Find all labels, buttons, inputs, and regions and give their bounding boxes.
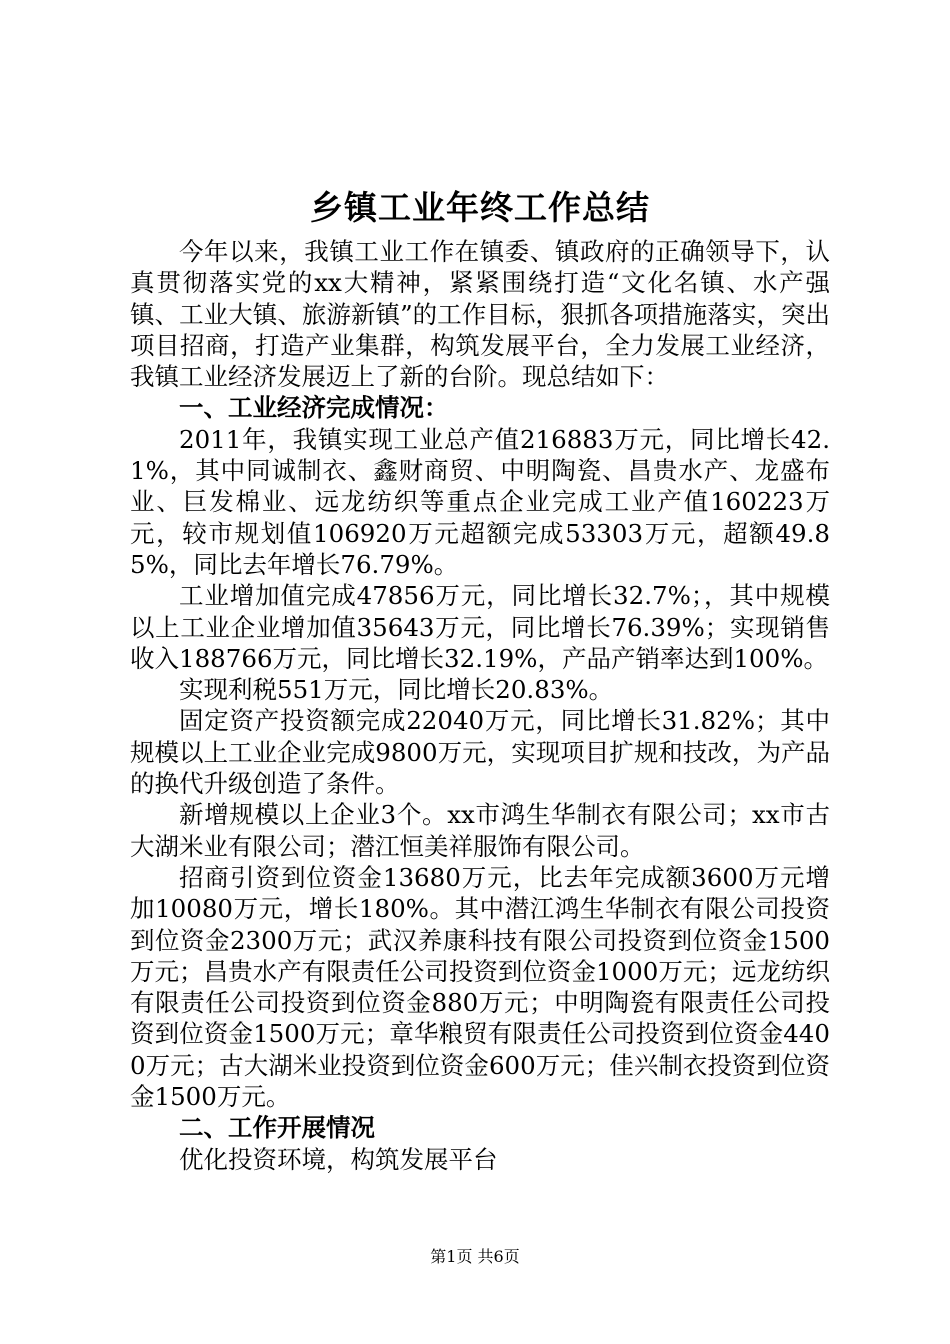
paragraph-investment: 招商引资到位资金13680万元，比去年完成额3600万元增加10080万元，增长180%。其中潜江鸿生华制衣有限公司投资到位资金2300万元；武汉养康科技有限公司投资到位资金1500万元；昌贵水产有限责任公司投资到位资金1000万元；远龙纺织有限责任公司投资到位资金880万元；中明陶瓷有限责任公司投资到位资金1500万元；章华粮贸有限责任公司投资到位资金4400万元；古大湖米业投资到位资金600万元；佳兴制衣投资到位资金1500万元。 <box>130 862 830 1112</box>
paragraph-output-value: 2011年，我镇实现工业总产值216883万元，同比增长42.1%，其中同诚制衣、鑫财商贸、中明陶瓷、昌贵水产、龙盛布业、巨发棉业、远龙纺织等重点企业完成工业产值160223万元，较市规划值106920万元超额完成53303万元，超额49.85%，同比去年增长76.79%。 <box>130 424 830 579</box>
document-page <box>130 180 830 1175</box>
page-footer: 第1页 共6页 <box>430 1247 520 1266</box>
section-heading-2: 二、工作开展情况 <box>179 1113 375 1143</box>
intro-paragraph: 今年以来，我镇工业工作在镇委、镇政府的正确领导下，认真贯彻落实党的xx大精神，紧紧围绕打造“文化名镇、水产强镇、工业大镇、旅游新镇”的工作目标，狠抓各项措施落实，突出项目招商，打造产业集群，构筑发展平台，全力发展工业经济，我镇工业经济发展迈上了新的台阶。现总结如下： <box>130 237 830 392</box>
paragraph-profit-tax: 实现利税551万元，同比增长20.83%。 <box>179 675 614 705</box>
section-heading-1: 一、工业经济完成情况： <box>179 393 449 423</box>
paragraph-new-enterprises: 新增规模以上企业3个。xx市鸿生华制衣有限公司；xx市古大湖米业有限公司；潜江恒美祥服饰有限公司。 <box>130 800 830 861</box>
paragraph-environment: 优化投资环境，构筑发展平台 <box>179 1144 498 1174</box>
paragraph-fixed-assets: 固定资产投资额完成22040万元，同比增长31.82%；其中规模以上工业企业完成9800万元，实现项目扩规和技改，为产品的换代升级创造了条件。 <box>130 706 830 799</box>
document-title: 乡镇工业年终工作总结 <box>310 188 650 227</box>
paragraph-added-value: 工业增加值完成47856万元，同比增长32.7%；，其中规模以上工业企业增加值35643万元，同比增长76.39%；实现销售收入188766万元，同比增长32.19%，产品产销率达到100%。 <box>130 581 830 673</box>
